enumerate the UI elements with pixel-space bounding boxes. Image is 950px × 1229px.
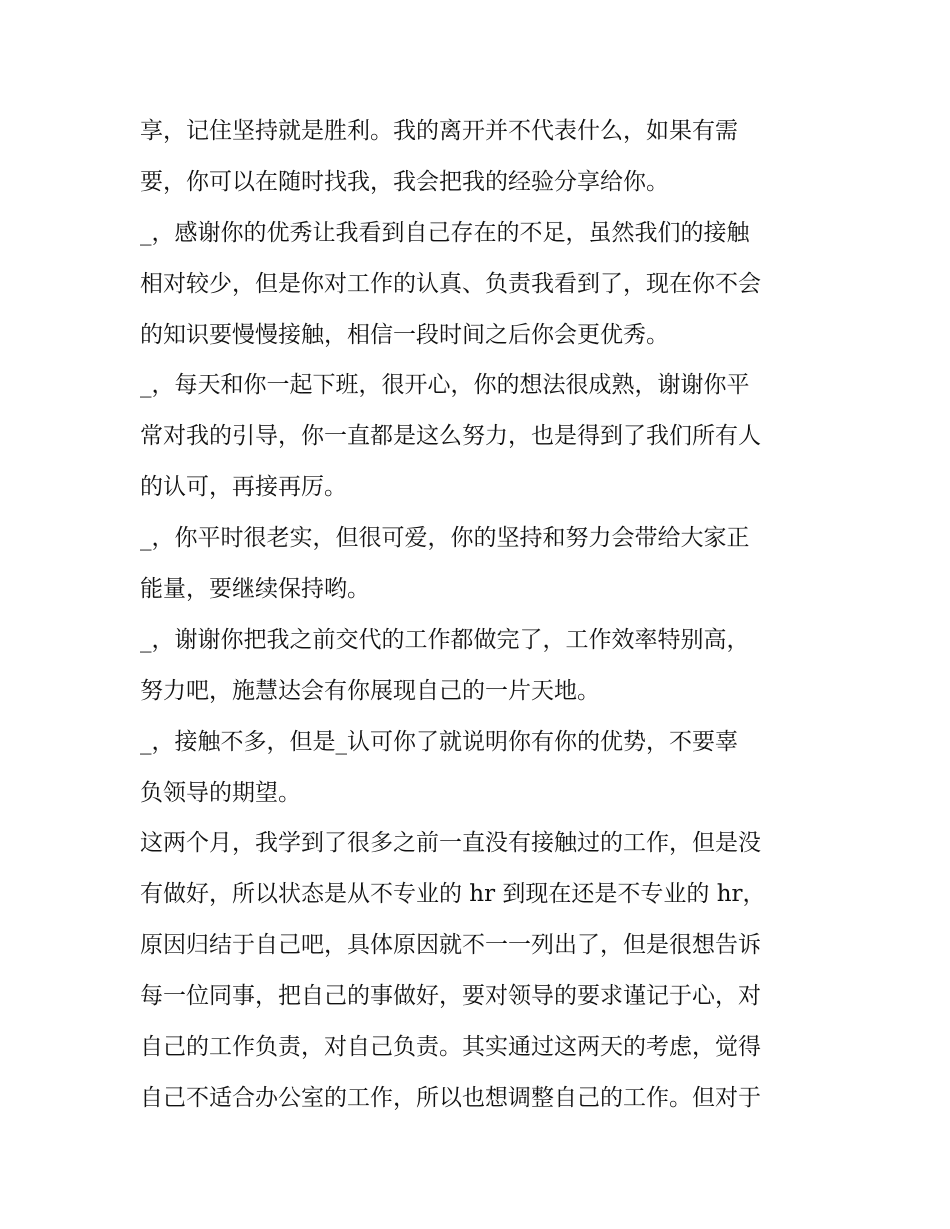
text-line: 原因归结于自己吧，具体原因就不一一列出了，但是很想告诉 (140, 932, 761, 959)
text-line: _，谢谢你把我之前交代的工作都做完了，工作效率特别高， (140, 626, 750, 653)
text-line: 享，记住坚持就是胜利。我的离开并不代表什么，如果有需 (140, 118, 738, 144)
text-line: 相对较少，但是你对工作的认真、负责我看到了，现在你不会 (140, 270, 761, 297)
text-line: 自己不适合办公室的工作，所以也想调整自己的工作。但对于 (140, 1084, 761, 1111)
text-line: 每一位同事，把自己的事做好，要对领导的要求谨记于心，对 (140, 983, 761, 1010)
text-line: 的知识要慢慢接触，相信一段时间之后你会更优秀。 (140, 321, 669, 348)
text-line: 这两个月，我学到了很多之前一直没有接触过的工作，但是没 (140, 830, 761, 857)
text-line: 的认可，再接再厉。 (140, 474, 347, 501)
text-line: 要，你可以在随时找我，我会把我的经验分享给你。 (140, 168, 669, 195)
text-line: 有做好，所以状态是从不专业的 hr 到现在还是不专业的 hr， (140, 881, 766, 908)
text-line: _，你平时很老实，但很可爱，你的坚持和努力会带给大家正 (140, 525, 750, 552)
text-line: 负领导的期望。 (140, 779, 301, 806)
text-line: 常对我的引导，你一直都是这么努力，也是得到了我们所有人 (140, 423, 761, 450)
document-text-body (140, 106, 820, 1124)
text-line: 努力吧，施慧达会有你展现自己的一片天地。 (140, 677, 600, 704)
text-line: _，每天和你一起下班，很开心，你的想法很成熟，谢谢你平 (140, 372, 750, 399)
text-line: 能量，要继续保持哟。 (140, 576, 370, 603)
text-line: _，感谢你的优秀让我看到自己存在的不足，虽然我们的接触 (140, 219, 750, 246)
text-line: 自己的工作负责，对自己负责。其实通过这两天的考虑，觉得 (140, 1034, 761, 1061)
text-line: _，接触不多，但是_认可你了就说明你有你的优势，不要辜 (140, 728, 738, 755)
